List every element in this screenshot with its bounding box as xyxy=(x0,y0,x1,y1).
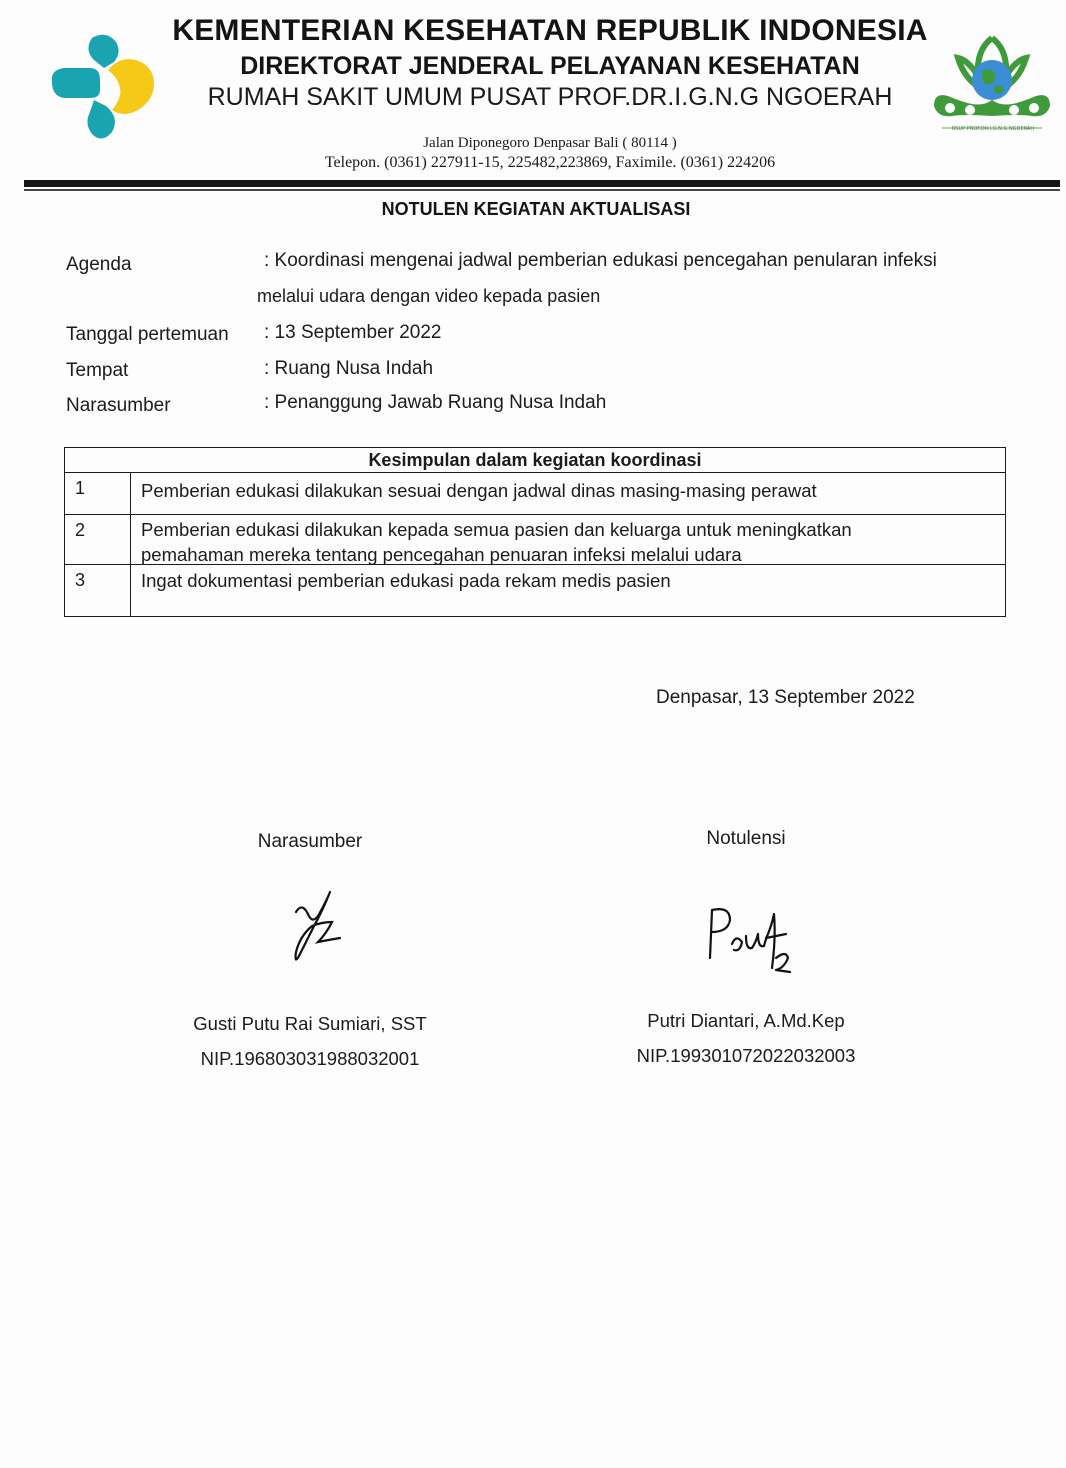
kemenkes-logo-icon xyxy=(50,30,160,145)
letterhead-phone: Telepon. (0361) 227911-15, 225482,223869, Faximile. (0361) 224206 xyxy=(324,154,776,171)
left-signature-role: Narasumber xyxy=(257,831,363,852)
row-text xyxy=(141,517,981,567)
conclusion-table xyxy=(64,447,1006,617)
row-text: Ingat dokumentasi pemberian edukasi pada rekam medis pasien xyxy=(141,570,671,591)
speaker-value: : Penanggung Jawab Ruang Nusa Indah xyxy=(264,392,607,413)
place-date: Denpasar, 13 September 2022 xyxy=(656,687,915,708)
row-number: 2 xyxy=(65,515,131,564)
row-number: 3 xyxy=(65,565,131,616)
table-header: Kesimpulan dalam kegiatan koordinasi xyxy=(65,448,1005,473)
document-title: NOTULEN KEGIATAN AKTUALISASI xyxy=(381,199,691,219)
letterhead-divider-thick xyxy=(24,180,1060,187)
hospital-globe-logo-icon xyxy=(928,30,1056,142)
table-row xyxy=(65,565,1005,616)
agenda-label: Agenda xyxy=(66,254,132,275)
letterhead-ministry: KEMENTERIAN KESEHATAN REPUBLIK INDONESIA xyxy=(172,14,928,47)
speaker-label: Narasumber xyxy=(66,395,171,416)
left-signature-icon xyxy=(278,882,358,972)
logo-caption: RSUP PROF.DR.I.G.N.G NGOERAH xyxy=(951,126,1035,132)
letterhead-address: Jalan Diponegoro Denpasar Bali ( 80114 ) xyxy=(423,135,677,151)
letterhead-hospital: RUMAH SAKIT UMUM PUSAT PROF.DR.I.G.N.G NGOERAH xyxy=(207,83,893,111)
right-signature-name: Putri Diantari, A.Md.Kep xyxy=(647,1010,845,1031)
row-text-line2: pemahaman mereka tentang pencegahan penuaran infeksi melalui udara xyxy=(141,544,742,565)
table-row xyxy=(65,473,1005,515)
place-value: : Ruang Nusa Indah xyxy=(264,358,434,379)
agenda-value-line2: melalui udara dengan video kepada pasien xyxy=(257,286,601,306)
right-signature-nip: NIP.199301072022032003 xyxy=(636,1045,856,1066)
right-signature-role: Notulensi xyxy=(706,828,786,849)
date-value: : 13 September 2022 xyxy=(264,322,442,343)
right-signature-icon xyxy=(700,898,800,983)
date-label: Tanggal pertemuan xyxy=(66,324,229,345)
row-number: 1 xyxy=(65,473,131,514)
place-label: Tempat xyxy=(66,360,129,381)
letterhead-divider-thin xyxy=(24,189,1060,191)
left-signature-name: Gusti Putu Rai Sumiari, SST xyxy=(193,1013,427,1034)
row-text-line1: Pemberian edukasi dilakukan kepada semua pasien dan keluarga untuk meningkatkan xyxy=(141,519,852,540)
agenda-value-line1: : Koordinasi mengenai jadwal pemberian edukasi pencegahan penularan infeksi xyxy=(264,250,937,271)
table-row xyxy=(65,515,1005,565)
letterhead-directorate: DIREKTORAT JENDERAL PELAYANAN KESEHATAN xyxy=(240,52,860,80)
left-signature-nip: NIP.196803031988032001 xyxy=(200,1048,420,1069)
row-text: Pemberian edukasi dilakukan sesuai dengan jadwal dinas masing-masing perawat xyxy=(141,480,817,501)
